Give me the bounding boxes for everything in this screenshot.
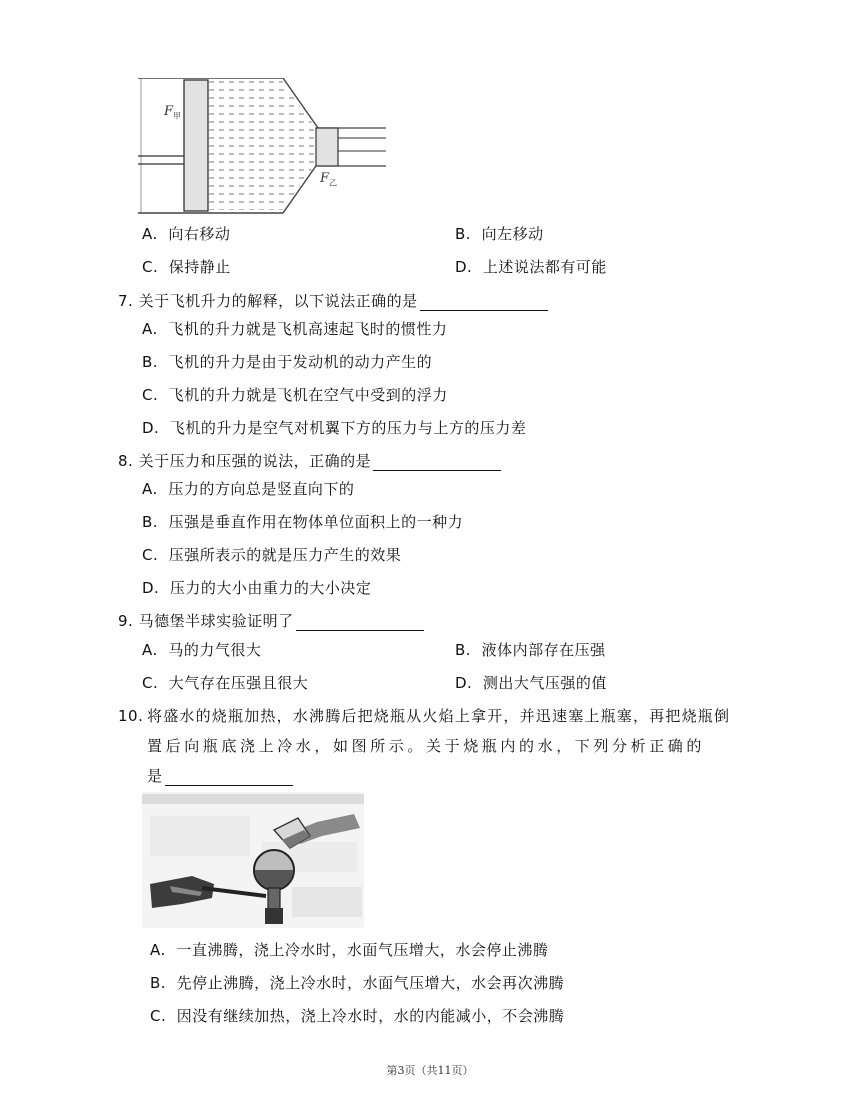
q6-option-b: B. 向左移动 [455, 225, 544, 243]
q7-option-c: C. 飞机的升力就是飞机在空气中受到的浮力 [142, 386, 448, 404]
q8-answer-blank[interactable] [373, 454, 501, 471]
q6-option-d: D. 上述说法都有可能 [455, 258, 607, 276]
q7-option-a: A. 飞机的升力就是飞机高速起飞时的惯性力 [142, 320, 448, 338]
force-label-right: $F_乙$ [320, 171, 338, 188]
q9-option-b: B. 液体内部存在压强 [455, 641, 606, 659]
q10-option-a: A. 一直沸腾，浇上冷水时，水面气压增大，水会停止沸腾 [150, 941, 549, 959]
q7-answer-blank[interactable] [420, 294, 548, 311]
q9-option-d: D. 测出大气压强的值 [455, 674, 607, 692]
q7-option-d: D. 飞机的升力是空气对机翼下方的压力与上方的压力差 [142, 419, 527, 437]
q6-option-a: A. 向右移动 [142, 225, 231, 243]
force-label-left: $F_甲$ [164, 104, 182, 121]
q9-stem: 9. 马德堡半球实验证明了 [118, 611, 424, 631]
q7-option-b: B. 飞机的升力是由于发动机的动力产生的 [142, 353, 433, 371]
q10-answer-blank[interactable] [165, 769, 293, 786]
q10-number: 10. [118, 707, 144, 725]
q6-option-c: C. 保持静止 [142, 258, 231, 276]
q9-option-c: C. 大气存在压强且很大 [142, 674, 309, 692]
page-footer: 第3页（共11页） [386, 1064, 474, 1077]
q8-stem: 8. 关于压力和压强的说法，正确的是 [118, 451, 501, 471]
q7-stem: 7. 关于飞机升力的解释，以下说法正确的是 [118, 291, 548, 311]
flask-photo [142, 792, 364, 928]
q8-option-b: B. 压强是垂直作用在物体单位面积上的一种力 [142, 513, 464, 531]
q10-stem-line3: 是 [147, 766, 293, 786]
q10-stem-line2: 置后向瓶底浇上冷水，如图所示。关于烧瓶内的水，下列分析正确的 [147, 737, 706, 755]
q8-option-d: D. 压力的大小由重力的大小决定 [142, 579, 372, 597]
piston-diagram [138, 78, 388, 214]
q10-stem-line1: 将盛水的烧瓶加热，水沸腾后把烧瓶从火焰上拿开，并迅速塞上瓶塞，再把烧瓶倒 [147, 707, 731, 725]
q9-option-a: A. 马的力气很大 [142, 641, 262, 659]
q8-option-c: C. 压强所表示的就是压力产生的效果 [142, 546, 402, 564]
q10-option-b: B. 先停止沸腾，浇上冷水时，水面气压增大，水会再次沸腾 [150, 974, 565, 992]
q8-option-a: A. 压力的方向总是竖直向下的 [142, 480, 355, 498]
q10-option-c: C. 因没有继续加热，浇上冷水时，水的内能减小，不会沸腾 [150, 1007, 565, 1025]
q9-answer-blank[interactable] [296, 614, 424, 631]
